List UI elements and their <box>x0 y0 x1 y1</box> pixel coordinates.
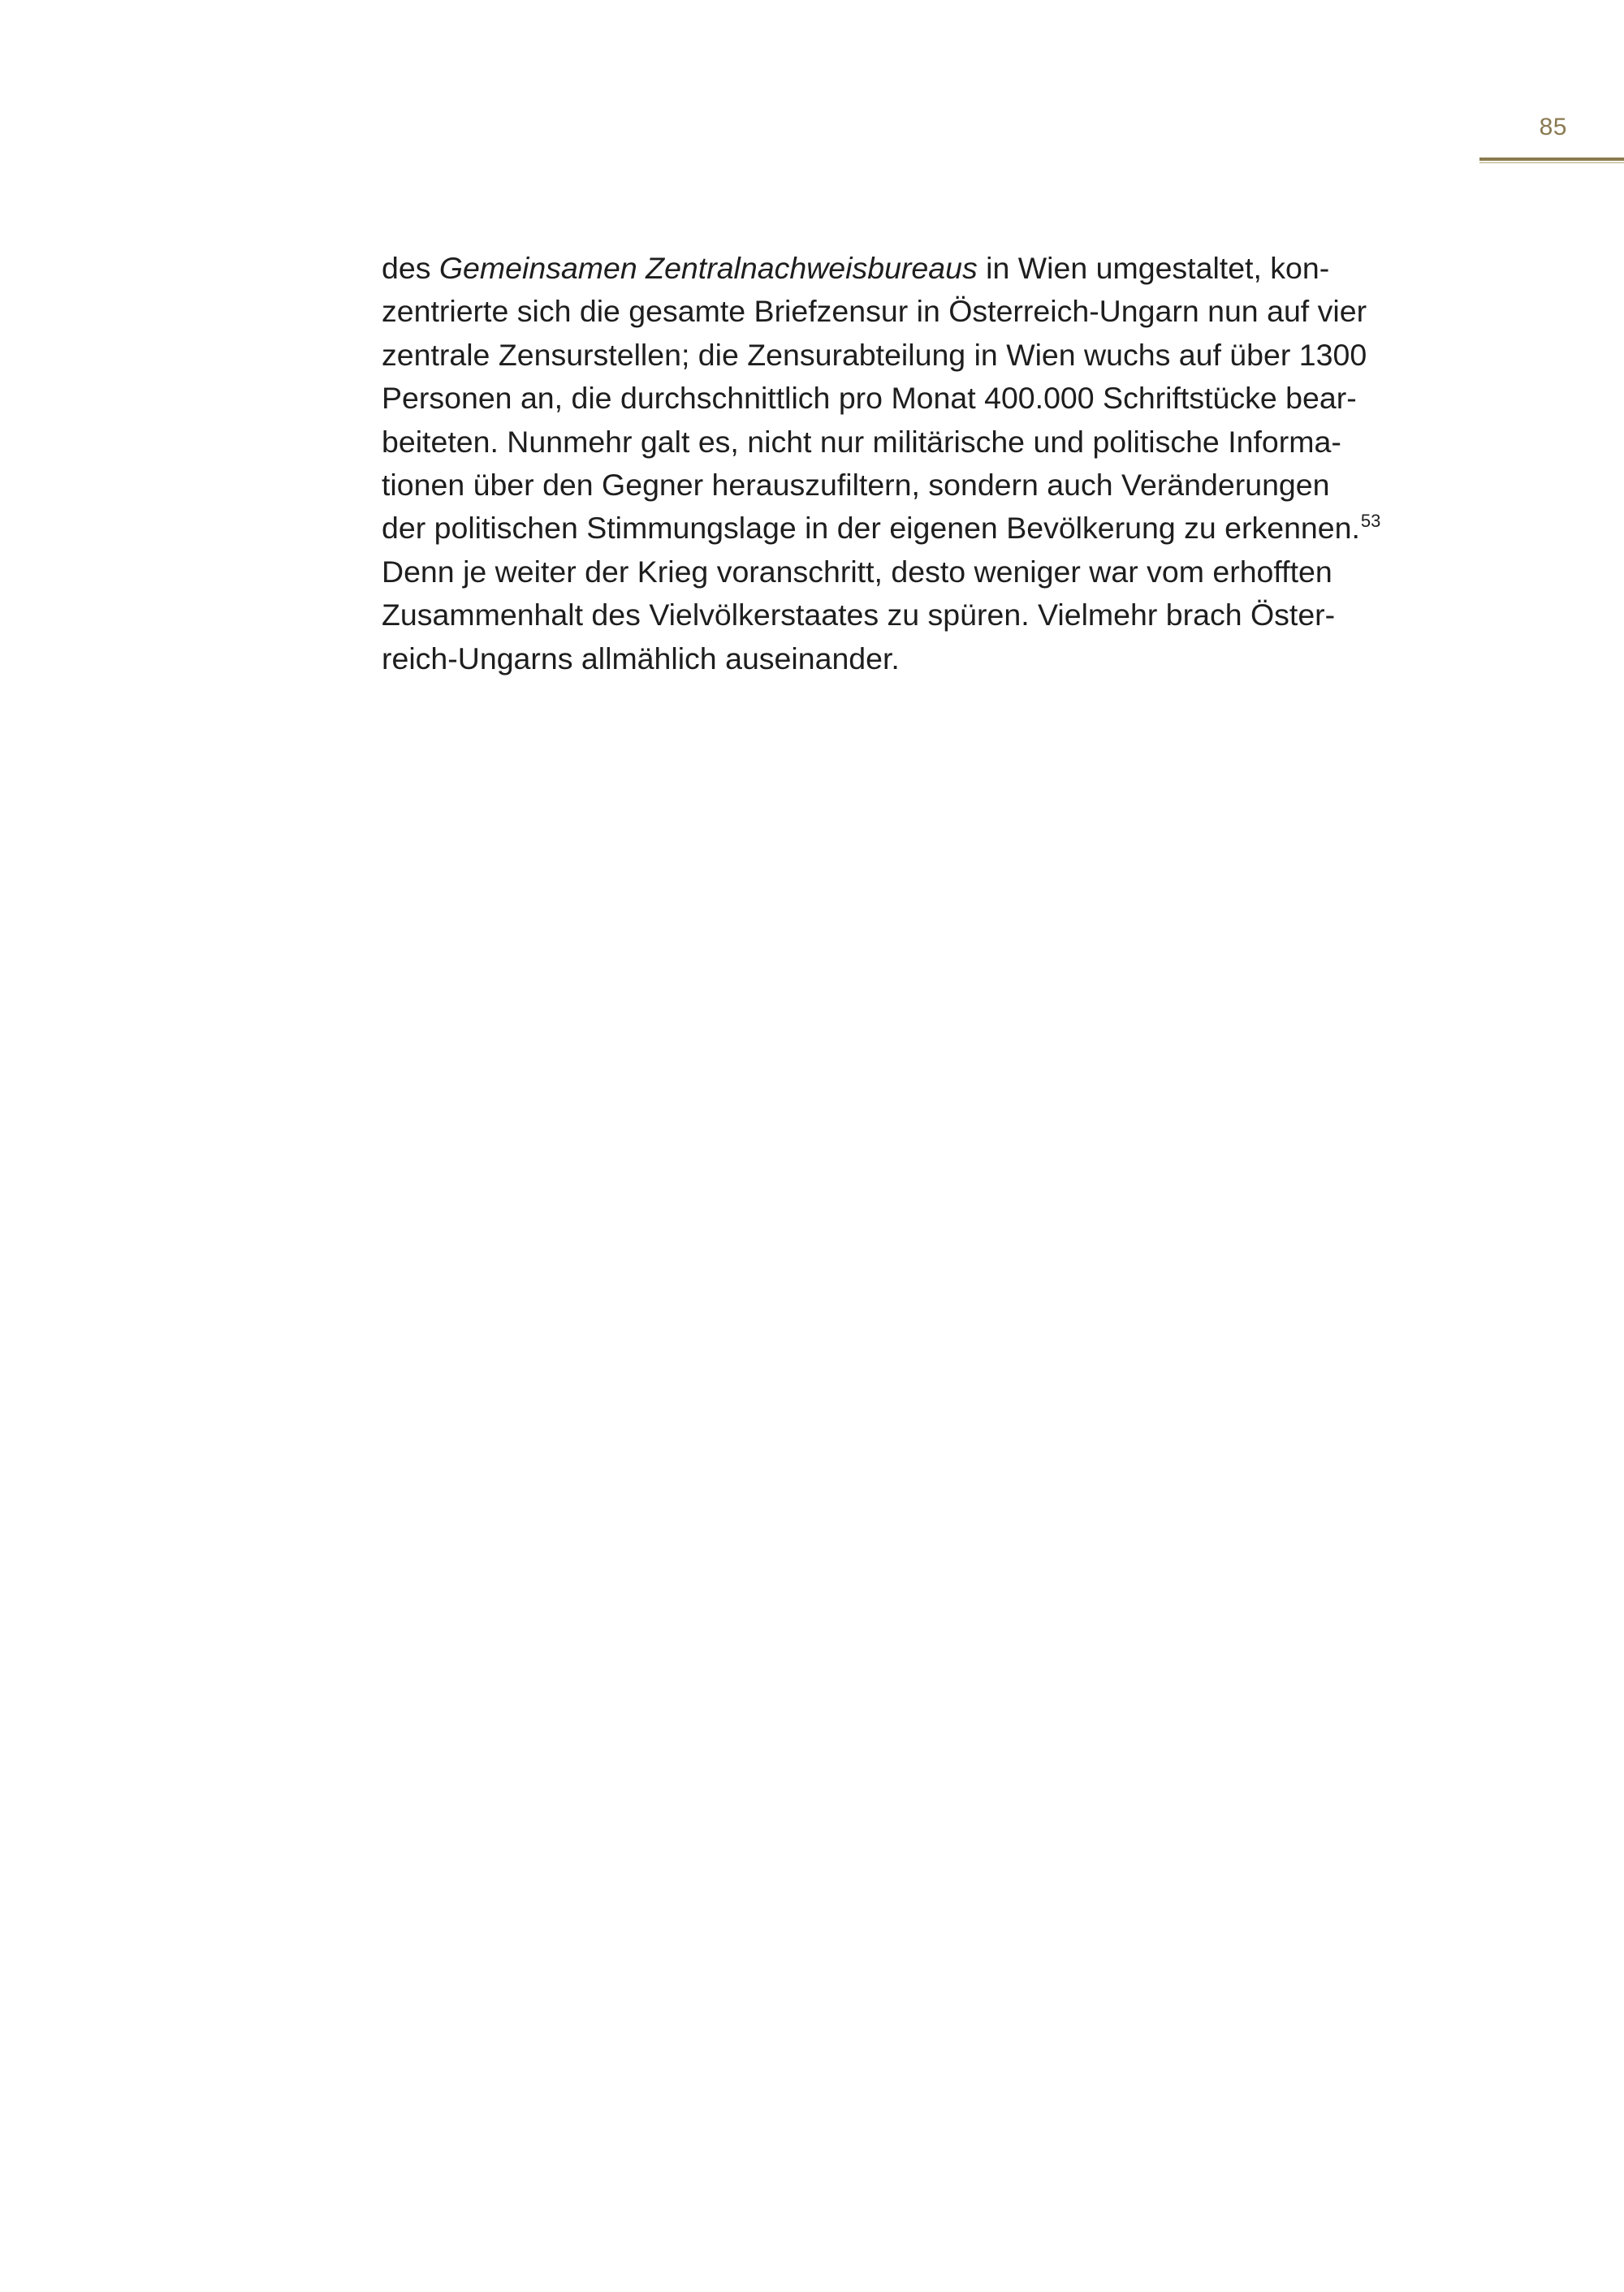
header-rule <box>1479 158 1624 161</box>
text-line: reich-Ungarns allmählich auseinander. <box>382 641 900 676</box>
footnote-reference[interactable]: 53 <box>1360 511 1381 532</box>
text-segment: in Wien umgestaltet, kon- <box>977 251 1330 285</box>
text-line: tionen über den Gegner herauszufiltern, sondern auch Veränderungen <box>382 468 1330 503</box>
body-paragraph <box>382 247 1429 680</box>
text-line: Zusammenhalt des Vielvölkerstaates zu spüren. Vielmehr brach Öster- <box>382 598 1336 632</box>
header-rule-thin <box>1479 162 1624 163</box>
text-segment: der politischen Stimmungslage in der eigenen Bevölkerung zu erkennen. <box>382 511 1360 546</box>
text-line: zentrale Zensurstellen; die Zensurabteilung in Wien wuchs auf über 1300 <box>382 337 1367 372</box>
text-line: beiteten. Nunmehr galt es, nicht nur militärische und politische Informa- <box>382 424 1341 459</box>
text-line <box>382 247 1429 290</box>
italic-term: Gemeinsamen Zentralnachweisbureaus <box>438 251 978 285</box>
page-number: 85 <box>1539 114 1567 140</box>
text-line <box>382 507 1429 550</box>
text-line: Personen an, die durchschnittlich pro Monat 400.000 Schriftstücke bear- <box>382 381 1357 416</box>
text-segment: des <box>382 251 439 285</box>
text-line: zentrierte sich die gesamte Briefzensur in Österreich-Ungarn nun auf vier <box>382 294 1367 329</box>
text-line: Denn je weiter der Krieg voranschritt, desto weniger war vom erhofften <box>382 554 1332 589</box>
